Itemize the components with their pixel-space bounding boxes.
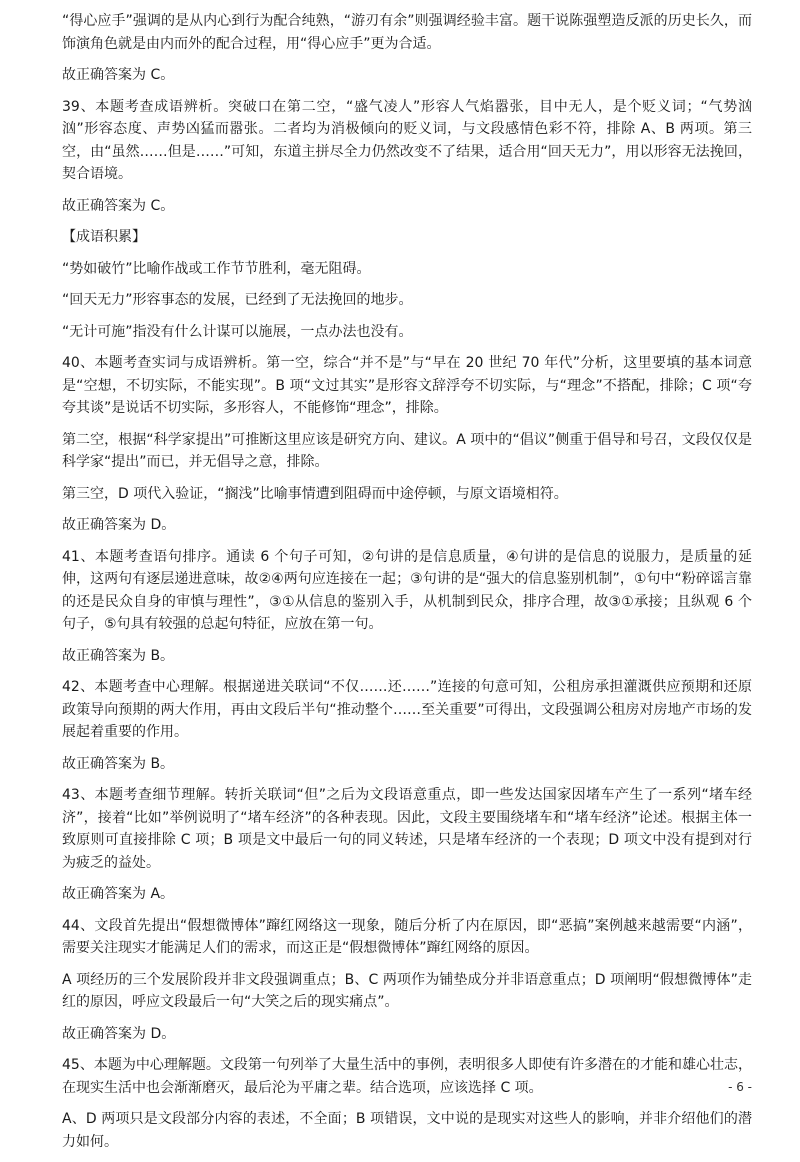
paragraph-45: 45、本题为中心理解题。文段第一句列举了大量生活中的事例，表明很多人即使有许多潜在的才能和雄心壮志，在现实生活中也会渐渐磨灭，最后沦为平庸之辈。结合选项，应该选择 C 项。: [62, 1057, 752, 1096]
idiom-note-2: “回天无力”形容事态的发展，已经到了无法挽回的地步。: [62, 292, 413, 308]
answer-41: 故正确答案为 B。: [62, 647, 175, 664]
page-number: - 6 -: [728, 1080, 752, 1094]
idiom-accumulation-heading: 【成语积累】: [62, 229, 146, 245]
answer-38: 故正确答案为 C。: [62, 67, 175, 83]
paragraph-45-options: A、D 两项只是文段部分内容的表述，不全面；B 项错误，文中说的是现实对这些人的影响，并非介绍他们的潜力如何。: [62, 1111, 752, 1150]
idiom-note-3: “无计可施”指没有什么计谋可以施展，一点办法也没有。: [62, 323, 413, 340]
idiom-note-1: “势如破竹”比喻作战或工作节节胜利，毫无阻碍。: [62, 260, 371, 277]
answer-explanations: [62, 10, 752, 1162]
answer-42: 故正确答案为 B。: [62, 755, 175, 772]
answer-43: 故正确答案为 A。: [62, 886, 175, 902]
paragraph-40-third-blank: 第三空，D 项代入验证，“搁浅”比喻事情遭到阻碍而中途停顿，与原文语境相符。: [62, 485, 568, 502]
paragraph-40-second-blank: 第二空，根据“科学家提出”可推断这里应该是研究方向、建议。A 项中的“倡议”侧重于倡导和号召，文段仅仅是科学家“提出”而已，并无倡导之意，排除。: [62, 431, 752, 470]
paragraph-44-options: A 项经历的三个发展阶段并非文段强调重点；B、C 两项作为铺垫成分并非语意重点；D 项阐明“假想微博体”走红的原因，呼应文段最后一句“大笑之后的现实痛点”。: [62, 971, 752, 1010]
answer-39: 故正确答案为 C。: [62, 197, 175, 214]
paragraph-42: 42、本题考查中心理解。根据递进关联词“不仅……还……”连接的句意可知，公租房承担灌溉供应预期和还原政策导向预期的两大作用，再由文段后半句“推动整个……至关重要”可得出，文段强调公租房对房地产市场的发展起着重要的作用。: [62, 679, 752, 740]
paragraph-44: 44、文段首先提出“假想微博体”蹿红网络这一现象，随后分析了内在原因，即“恶搞”案例越来越需要“内涵”，需要关注现实才能满足人们的需求，而这正是“假想微博体”蹿红网络的原因。: [62, 917, 752, 956]
paragraph-43: 43、本题考查细节理解。转折关联词“但”之后为文段语意重点，即一些发达国家因堵车产生了一系列“堵车经济”，接着“比如”举例说明了“堵车经济”的各种表现。因此，文段主要围绕堵车和“堵车经济”论述。根据主体一致原则可直接排除 C 项；B 项是文中最后一句的同义转述，只是堵车经济的一个表现；D 项文中没有提到对行为疲乏的益处。: [62, 787, 752, 871]
paragraph-39: 39、本题考查成语辨析。突破口在第二空，“盛气凌人”形容人气焰嚣张，目中无人，是个贬义词；“气势汹汹”形容态度、声势凶猛而嚣张。二者均为消极倾向的贬义词，与文段感情色彩不符，排除 A、B 两项。第三空，由“虽然……但是……”可知，东道主拼尽全力仍然改变不了结果，适合用“回天无力”，用以形容无法挽回，契合语境。: [62, 98, 752, 182]
paragraph-38-continued: “得心应手”强调的是从内心到行为配合纯熟，“游刃有余”则强调经验丰富。题干说陈强塑造反派的历史长久，而饰演角色就是由内而外的配合过程，用“得心应手”更为合适。: [62, 13, 752, 52]
paragraph-40: 40、本题考查实词与成语辨析。第一空，综合“并不是”与“早在 20 世纪 70 年代”分析，这里要填的基本词意是“空想，不切实际，不能实现”。B 项“文过其实”是形容文辞浮夸不切实际，与“理念”不搭配，排除；C 项“夸夸其谈”是说话不切实际，多形容人，不能修饰“理念”，排除。: [62, 355, 752, 416]
answer-44: 故正确答案为 D。: [62, 1025, 176, 1042]
paragraph-41: 41、本题考查语句排序。通读 6 个句子可知，②句讲的是信息质量，④句讲的是信息的说服力，是质量的延伸，这两句有逐层递进意味，故②④两句应连接在一起；③句讲的是“强大的信息鉴别机制”，①句中“粉碎谣言靠的还是民众自身的审慎与理性”，③①从信息的鉴别入手，从机制到民众，排序合理，故③①承接；且纵观 6 个句子，⑤句具有较强的总起句特征，应放在第一句。: [62, 548, 752, 632]
answer-40: 故正确答案为 D。: [62, 517, 176, 533]
